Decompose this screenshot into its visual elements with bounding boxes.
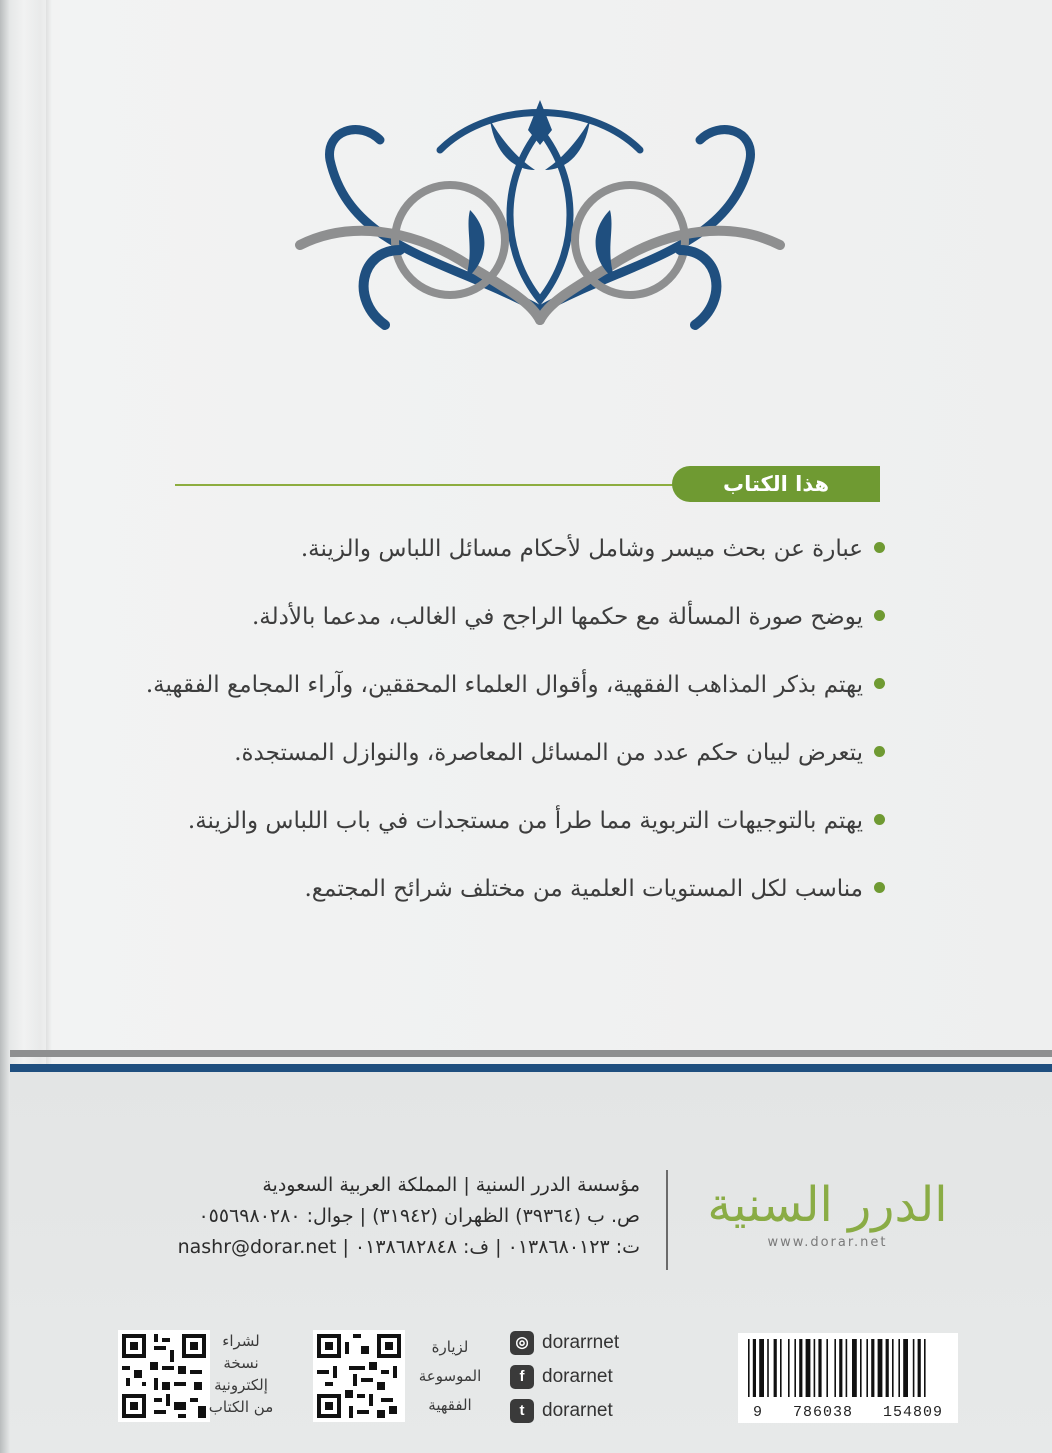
vertical-separator bbox=[666, 1170, 668, 1270]
qr-buy-label-line: لشراء bbox=[222, 1332, 260, 1350]
feature-text: يهتم بذكر المذاهب الفقهية، وأقوال العلماء المحققين، وآراء المجامع الفقهية. bbox=[145, 672, 863, 698]
feature-text: عبارة عن بحث ميسر وشامل لأحكام مسائل اللباس والزينة. bbox=[300, 536, 863, 562]
qr-code-visit[interactable] bbox=[313, 1330, 405, 1422]
section-title: هذا الكتاب bbox=[672, 466, 880, 502]
feature-item bbox=[165, 787, 885, 855]
instagram-handle: dorarrnet bbox=[542, 1332, 620, 1353]
facebook-icon: f bbox=[510, 1365, 534, 1389]
bullet-icon bbox=[874, 814, 885, 825]
twitter-handle: dorarnet bbox=[542, 1400, 613, 1421]
divider-stripe-blue bbox=[10, 1064, 1052, 1072]
qr-code-icon bbox=[118, 1330, 210, 1422]
isbn-barcode bbox=[738, 1333, 958, 1423]
qr-visit-label bbox=[410, 1333, 490, 1420]
feature-text: يتعرض لبيان حكم عدد من المسائل المعاصرة، والنوازل المستجدة. bbox=[234, 740, 863, 766]
qr-buy-label-line: من الكتاب bbox=[208, 1398, 274, 1416]
bullet-icon bbox=[874, 610, 885, 621]
feature-list bbox=[145, 515, 885, 923]
instagram-icon: ◎ bbox=[510, 1331, 534, 1355]
publisher-line-name: مؤسسة الدرر السنية | المملكة العربية السعودية bbox=[262, 1174, 640, 1196]
logo-url: www.dorar.net bbox=[767, 1235, 888, 1250]
publisher-line-address: ص. ب (٣٩٣٦٤) الظهران (٣١٩٤٢) | جوال: ٠٥٥٦٩٨٠٢٨٠ bbox=[198, 1205, 640, 1227]
feature-text: يوضح صورة المسألة مع حكمها الراجح في الغالب، مدعما بالأدلة. bbox=[251, 604, 863, 630]
barcode-bars bbox=[738, 1333, 958, 1401]
feature-item bbox=[165, 515, 885, 583]
bullet-icon bbox=[874, 542, 885, 553]
feature-item bbox=[165, 583, 885, 651]
social-instagram[interactable] bbox=[510, 1326, 720, 1360]
qr-buy-label-line: نسخة bbox=[223, 1354, 259, 1372]
feature-item bbox=[145, 651, 885, 719]
social-links bbox=[510, 1326, 720, 1428]
publisher-line-contact: ت: ٠١٣٨٦٨٠١٢٣ | ف: ٠١٣٨٦٨٢٨٤٨ | nashr@dorar.net bbox=[177, 1236, 640, 1258]
qr-code-buy[interactable] bbox=[118, 1330, 210, 1422]
bullet-icon bbox=[874, 882, 885, 893]
bullet-icon bbox=[874, 746, 885, 757]
social-twitter[interactable] bbox=[510, 1394, 720, 1428]
bullet-icon bbox=[874, 678, 885, 689]
publisher-logo bbox=[690, 1175, 965, 1265]
publisher-info bbox=[110, 1170, 640, 1263]
qr-code-icon bbox=[313, 1330, 405, 1422]
qr-visit-label-line: الموسوعة bbox=[418, 1367, 482, 1385]
section-header bbox=[175, 466, 880, 502]
qr-buy-label-line: إلكترونية bbox=[214, 1376, 268, 1394]
social-facebook[interactable] bbox=[510, 1360, 720, 1394]
feature-item bbox=[165, 719, 885, 787]
twitter-icon: t bbox=[510, 1399, 534, 1423]
facebook-handle: dorarnet bbox=[542, 1366, 613, 1387]
qr-visit-label-line: الفقهية bbox=[428, 1396, 472, 1414]
arabesque-ornament bbox=[290, 100, 790, 340]
divider-stripe-gray bbox=[10, 1050, 1052, 1057]
qr-visit-label-line: لزيارة bbox=[431, 1338, 469, 1356]
qr-buy-label bbox=[205, 1330, 277, 1418]
feature-text: مناسب لكل المستويات العلمية من مختلف شرائح المجتمع. bbox=[304, 876, 863, 902]
feature-text: يهتم بالتوجيهات التربوية مما طرأ من مستجدات في باب اللباس والزينة. bbox=[187, 808, 863, 834]
header-rule bbox=[175, 484, 690, 486]
isbn-number: 9 786038 154809 bbox=[752, 1404, 944, 1421]
logo-name: الدرر السنية bbox=[707, 1177, 948, 1233]
feature-item bbox=[165, 855, 885, 923]
